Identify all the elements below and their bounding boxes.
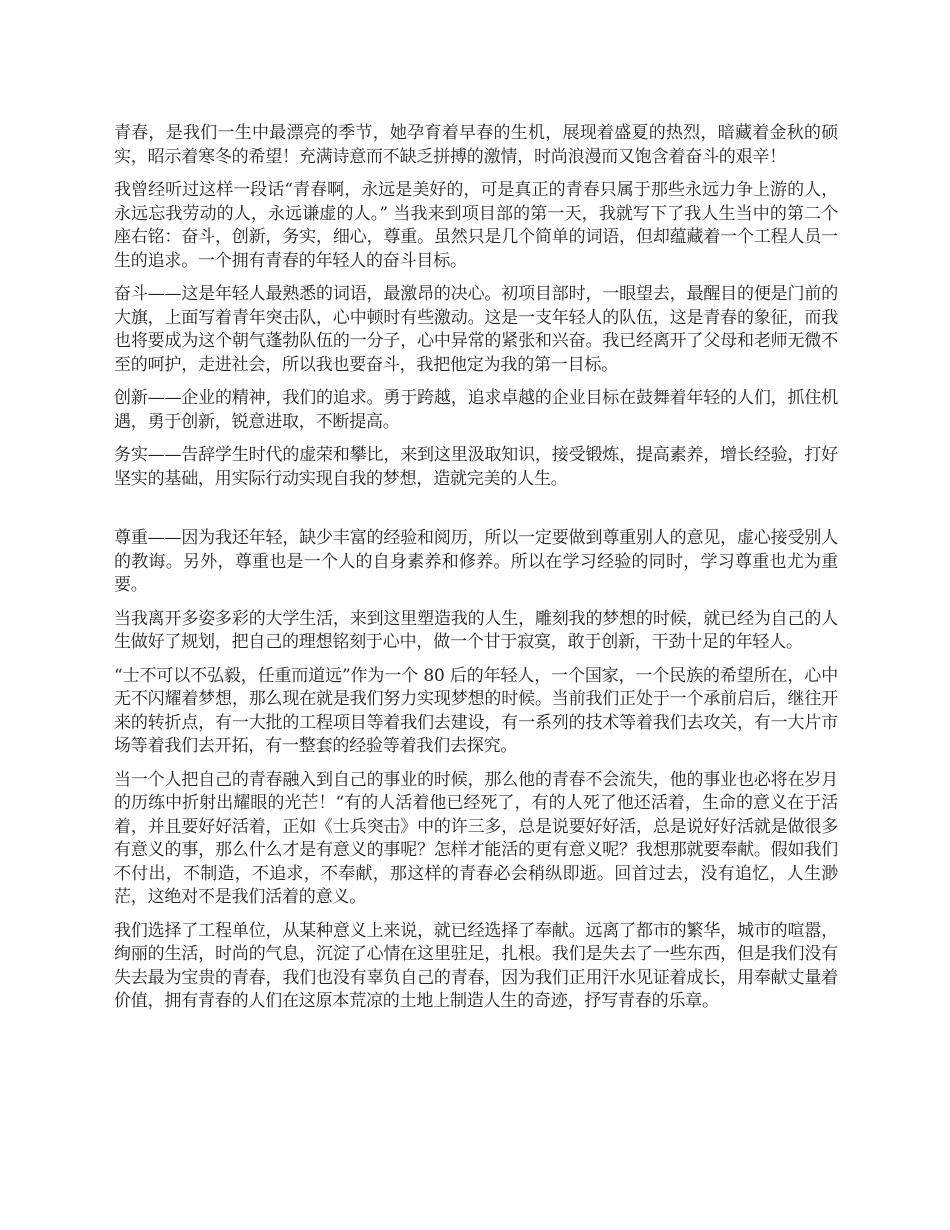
paragraph: 我们选择了工程单位，从某种意义上来说，就已经选择了奉献。远离了都市的繁华，城市的喧嚣，绚丽的生活，时尚的气息，沉淀了心情在这里驻足，扎根。我们是失去了一些东西，但是我们没有失去最为宝贵的青春，我们也没有辜负自己的青春，因为我们正用汗水见证着成长，用奉献丈量着价值，拥有青春的人们在这原本荒凉的土地上制造人生的奇迹，抒写青春的乐章。 [114,920,838,1011]
paragraph: “士不可以不弘毅，任重而道远”作为一个 80 后的年轻人，一个国家，一个民族的希望所在，心中无不闪耀着梦想，那么现在就是我们努力实现梦想的时候。当前我们正处于一个承前启后，继往开来的转折点，有一大批的工程项目等着我们去建设，有一系列的技术等着我们去攻关，有一大片市场等着我们去开拓，有一整套的经验等着我们去探究。 [114,665,838,756]
paragraph: 奋斗——这是年轻人最熟悉的词语，最激昂的决心。初项目部时，一眼望去，最醒目的便是门前的大旗，上面写着青年突击队，心中顿时有些激动。这是一支年轻人的队伍，这是青春的象征，而我也将要成为这个朝气蓬勃队伍的一分子，心中异常的紧张和兴奋。我已经离开了父母和老师无微不至的呵护，走进社会，所以我也要奋斗，我把他定为我的第一目标。 [114,284,838,375]
paragraph: 尊重——因为我还年轻，缺少丰富的经验和阅历，所以一定要做到尊重别人的意见，虚心接受别人的教诲。另外，尊重也是一个人的自身素养和修养。所以在学习经验的同时，学习尊重也尤为重要。 [114,528,838,595]
paragraph: 务实——告辞学生时代的虚荣和攀比，来到这里汲取知识，接受锻炼，提高素养，增长经验，打好坚实的基础，用实际行动实现自我的梦想，造就完美的人生。 [114,445,838,489]
paragraph: 青春，是我们一生中最漂亮的季节，她孕育着早春的生机，展现着盛夏的热烈，暗藏着金秋的硕实，昭示着寒冬的希望！充满诗意而不缺乏拼搏的激情，时尚浪漫而又饱含着奋斗的艰辛！ [114,123,838,167]
paragraph: 当一个人把自己的青春融入到自己的事业的时候，那么他的青春不会流失，他的事业也必将在岁月的历练中折射出耀眼的光芒！“有的人活着他已经死了，有的人死了他还活着，生命的意义在于活着，并且要好好活着，正如《士兵突击》中的许三多，总是说要好好活，总是说好好活就是做很多有意义的事，那么什么才是有意义的事呢？怎样才能活的更有意义呢？我想那就要奉献。假如我们不付出，不制造，不追求，不奉献，那这样的青春必会稍纵即逝。回首过去，没有追忆，人生渺茫，这绝对不是我们活着的意义。 [114,769,838,907]
paragraph: 当我离开多姿多彩的大学生活，来到这里塑造我的人生，雕刻我的梦想的时候，就已经为自己的人生做好了规划，把自己的理想铭刻于心中，做一个甘于寂寞，敢于创新，干劲十足的年轻人。 [114,608,838,652]
document-body [114,122,838,1024]
paragraph: 我曾经听过这样一段话“青春啊，永远是美好的，可是真正的青春只属于那些永远力争上游的人，永远忘我劳动的人，永远谦虚的人。” 当我来到项目部的第一天，我就写下了我人生当中的第二个座右铭：奋斗，创新，务实，细心，尊重。虽然只是几个简单的词语，但却蕴藏着一个工程人员一生的追求。一个拥有青春的年轻人的奋斗目标。 [114,180,838,271]
paragraph: 创新——企业的精神，我们的追求。勇于跨越，追求卓越的企业目标在鼓舞着年轻的人们，抓住机遇，勇于创新，锐意进取，不断提高。 [114,388,838,432]
